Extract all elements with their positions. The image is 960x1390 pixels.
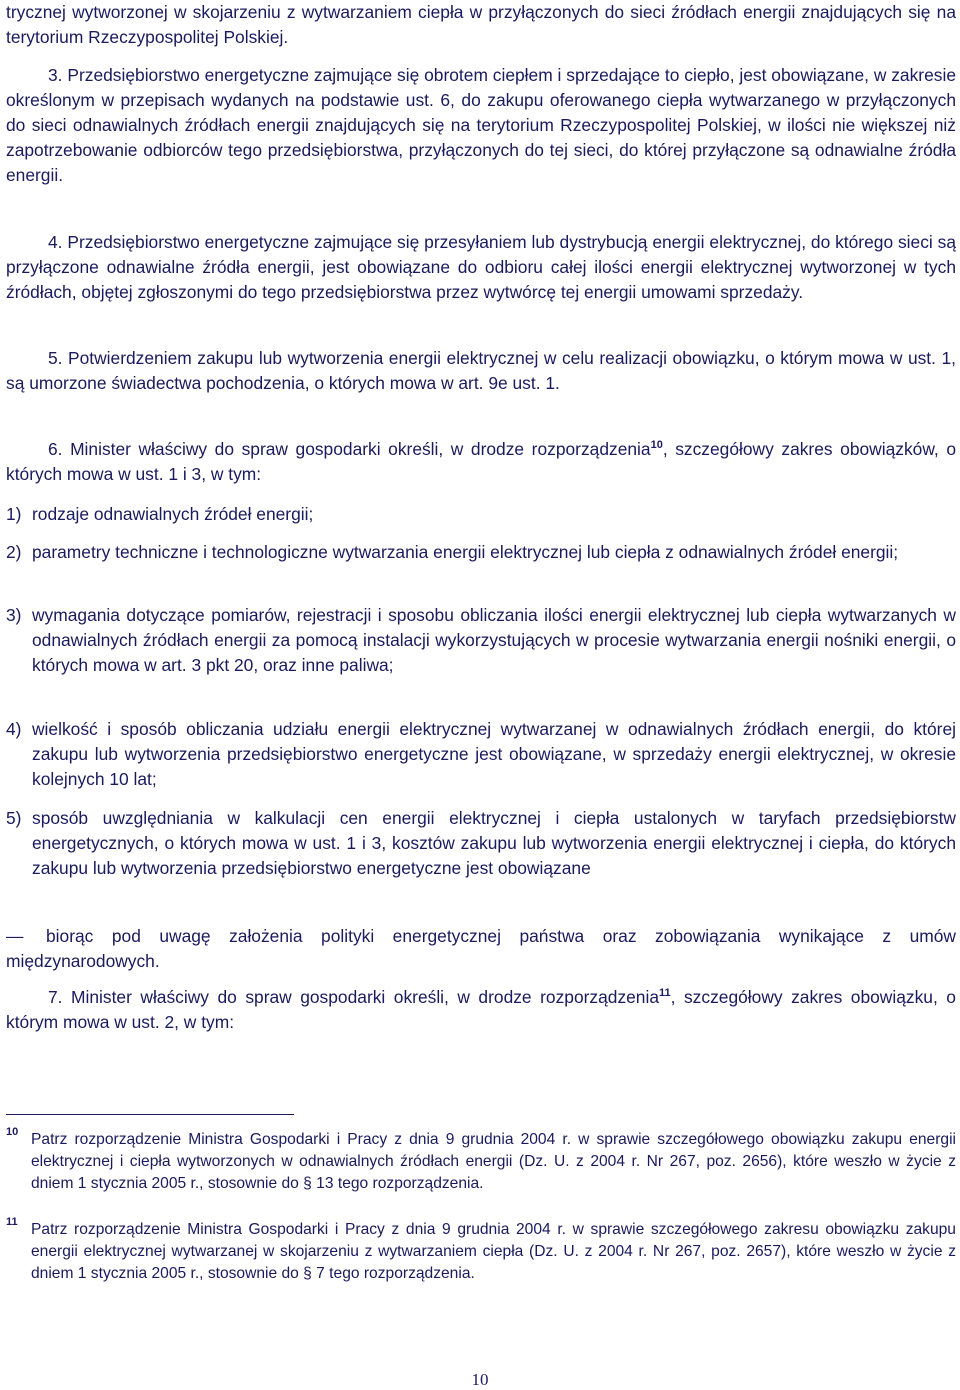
footnote-mark: 11 — [6, 1216, 18, 1228]
list-item-text: wielkość i sposób obliczania udziału energii elektrycznej wytwarzanej w odnawialnych źródłach energii, do której zakupu lub wytworzenia przedsiębiorstwo energetyczne jest obowiązane, w sprzedaży energii elektrycznej, w okresie kolejnych 10 lat; — [32, 719, 956, 789]
footnote-10 — [6, 1126, 956, 1195]
footnote-11 — [6, 1216, 956, 1285]
paragraph-7 — [6, 985, 956, 1035]
list-item — [6, 502, 956, 527]
paragraph-continuation: trycznej wytworzonej w skojarzeniu z wytwarzaniem ciepła w przyłączonych do sieci źródłach energii znajdujących się na terytorium Rzeczypospolitej Polskiej. — [6, 2, 956, 47]
dash-clause-text: biorąc pod uwagę założenia polityki energetycznej państwa oraz zobowiązania wynikające z umów międzynarodowych. — [6, 926, 956, 971]
list-item-number: 4) — [6, 719, 22, 739]
page-number: 10 — [471, 1370, 489, 1389]
list-item-number: 2) — [6, 542, 22, 562]
paragraph-5: 5. Potwierdzeniem zakupu lub wytworzenia energii elektrycznej w celu realizacji obowiązku, o którym mowa w ust. 1, są umorzone świadectwa pochodzenia, o których mowa w art. 9e ust. 1. — [6, 348, 956, 393]
list-item — [6, 540, 956, 565]
footnote-text: Patrz rozporządzenie Ministra Gospodarki i Pracy z dnia 9 grudnia 2004 r. w sprawie szczegółowego obowiązku zakupu energii elektrycznej i ciepła wytworzonych w odnawialnych źródłach energii (Dz. U. z 2004 r. Nr 267, poz. 2656), które weszło w życie z dniem 1 stycznia 2005 r., stosownie do § 13 tego rozporządzenia. — [31, 1131, 956, 1192]
footnote-ref-11[interactable]: 11 — [659, 987, 671, 999]
paragraph-7-text: 7. Minister właściwy do spraw gospodarki określi, w drodze rozporządzenia — [48, 987, 660, 1007]
em-dash: — — [6, 926, 24, 946]
list-item-number: 1) — [6, 504, 22, 524]
list-item-text: wymagania dotyczące pomiarów, rejestracji i sposobu obliczania ilości energii elektrycznej lub ciepła wytwarzanych w odnawialnych źródłach energii za pomocą instalacji wykorzystujących w procesie wytwarzania energii nośniki energii, o których mowa w art. 3 pkt 20, oraz inne paliwa; — [32, 605, 956, 675]
footnote-text: Patrz rozporządzenie Ministra Gospodarki i Pracy z dnia 9 grudnia 2004 r. w sprawie szczegółowego zakresu obowiązku zakupu energii elektrycznej wytwarzanej w skojarzeniu z wytwarzaniem ciepła (Dz. U. z 2004 r. Nr 267, poz. 2657), które weszło w życie z dniem 1 stycznia 2005 r., stosownie do § 7 tego rozporządzenia. — [31, 1221, 956, 1282]
paragraph-6-text-end: , szczegółowy zakres obowiązków, o których mowa w ust. 1 i 3, w tym: — [6, 439, 956, 484]
paragraph-7-text-end: , szczegółowy zakres obowiązku, o którym mowa w ust. 2, w tym: — [6, 987, 956, 1032]
list-item-text: rodzaje odnawialnych źródeł energii; — [32, 504, 314, 524]
paragraph-6-text: 6. Minister właściwy do spraw gospodarki określi, w drodze rozporządzenia — [48, 439, 651, 459]
footnote-mark: 10 — [6, 1126, 19, 1138]
list-item — [6, 717, 956, 792]
footnote-ref-10[interactable]: 10 — [650, 439, 663, 451]
dash-clause — [6, 924, 956, 974]
paragraph-4: 4. Przedsiębiorstwo energetyczne zajmujące się przesyłaniem lub dystrybucją energii elektrycznej, do którego sieci są przyłączone odnawialne źródła energii, jest obowiązane do odbioru całej ilości energii elektrycznej wytworzonej w tych źródłach, objętej zgłoszonymi do tego przedsiębiorstwa przez wytwórcę tej energii umowami sprzedaży. — [6, 232, 956, 302]
list-item-text: sposób uwzględniania w kalkulacji cen energii elektrycznej i ciepła ustalonych w taryfach przedsiębiorstw energetycznych, o których mowa w ust. 1 i 3, kosztów zakupu lub wytworzenia energii elektrycznej i ciepła, do których zakupu lub wytworzenia przedsiębiorstwo energetyczne jest obowiązane — [32, 808, 956, 878]
list-item-number: 3) — [6, 605, 22, 625]
list-item-number: 5) — [6, 808, 22, 828]
list-item-text: parametry techniczne i technologiczne wytwarzania energii elektrycznej lub ciepła z odnawialnych źródeł energii; — [32, 542, 899, 562]
paragraph-3: 3. Przedsiębiorstwo energetyczne zajmujące się obrotem ciepłem i sprzedające to ciepło, jest obowiązane, w zakresie określonym w przepisach wydanych na podstawie ust. 6, do zakupu oferowanego ciepła wytwarzanego w przyłączonych do sieci odnawialnych źródłach energii znajdujących się na terytorium Rzeczypospolitej Polskiej, w ilości nie większej niż zapotrzebowanie odbiorców tego przedsiębiorstwa, przyłączonych do tej sieci, do której przyłączone są odnawialne źródła energii. — [6, 65, 956, 185]
list-item — [6, 806, 956, 881]
list-item — [6, 603, 956, 678]
footnote-separator — [6, 1114, 294, 1115]
paragraph-6 — [6, 437, 956, 487]
